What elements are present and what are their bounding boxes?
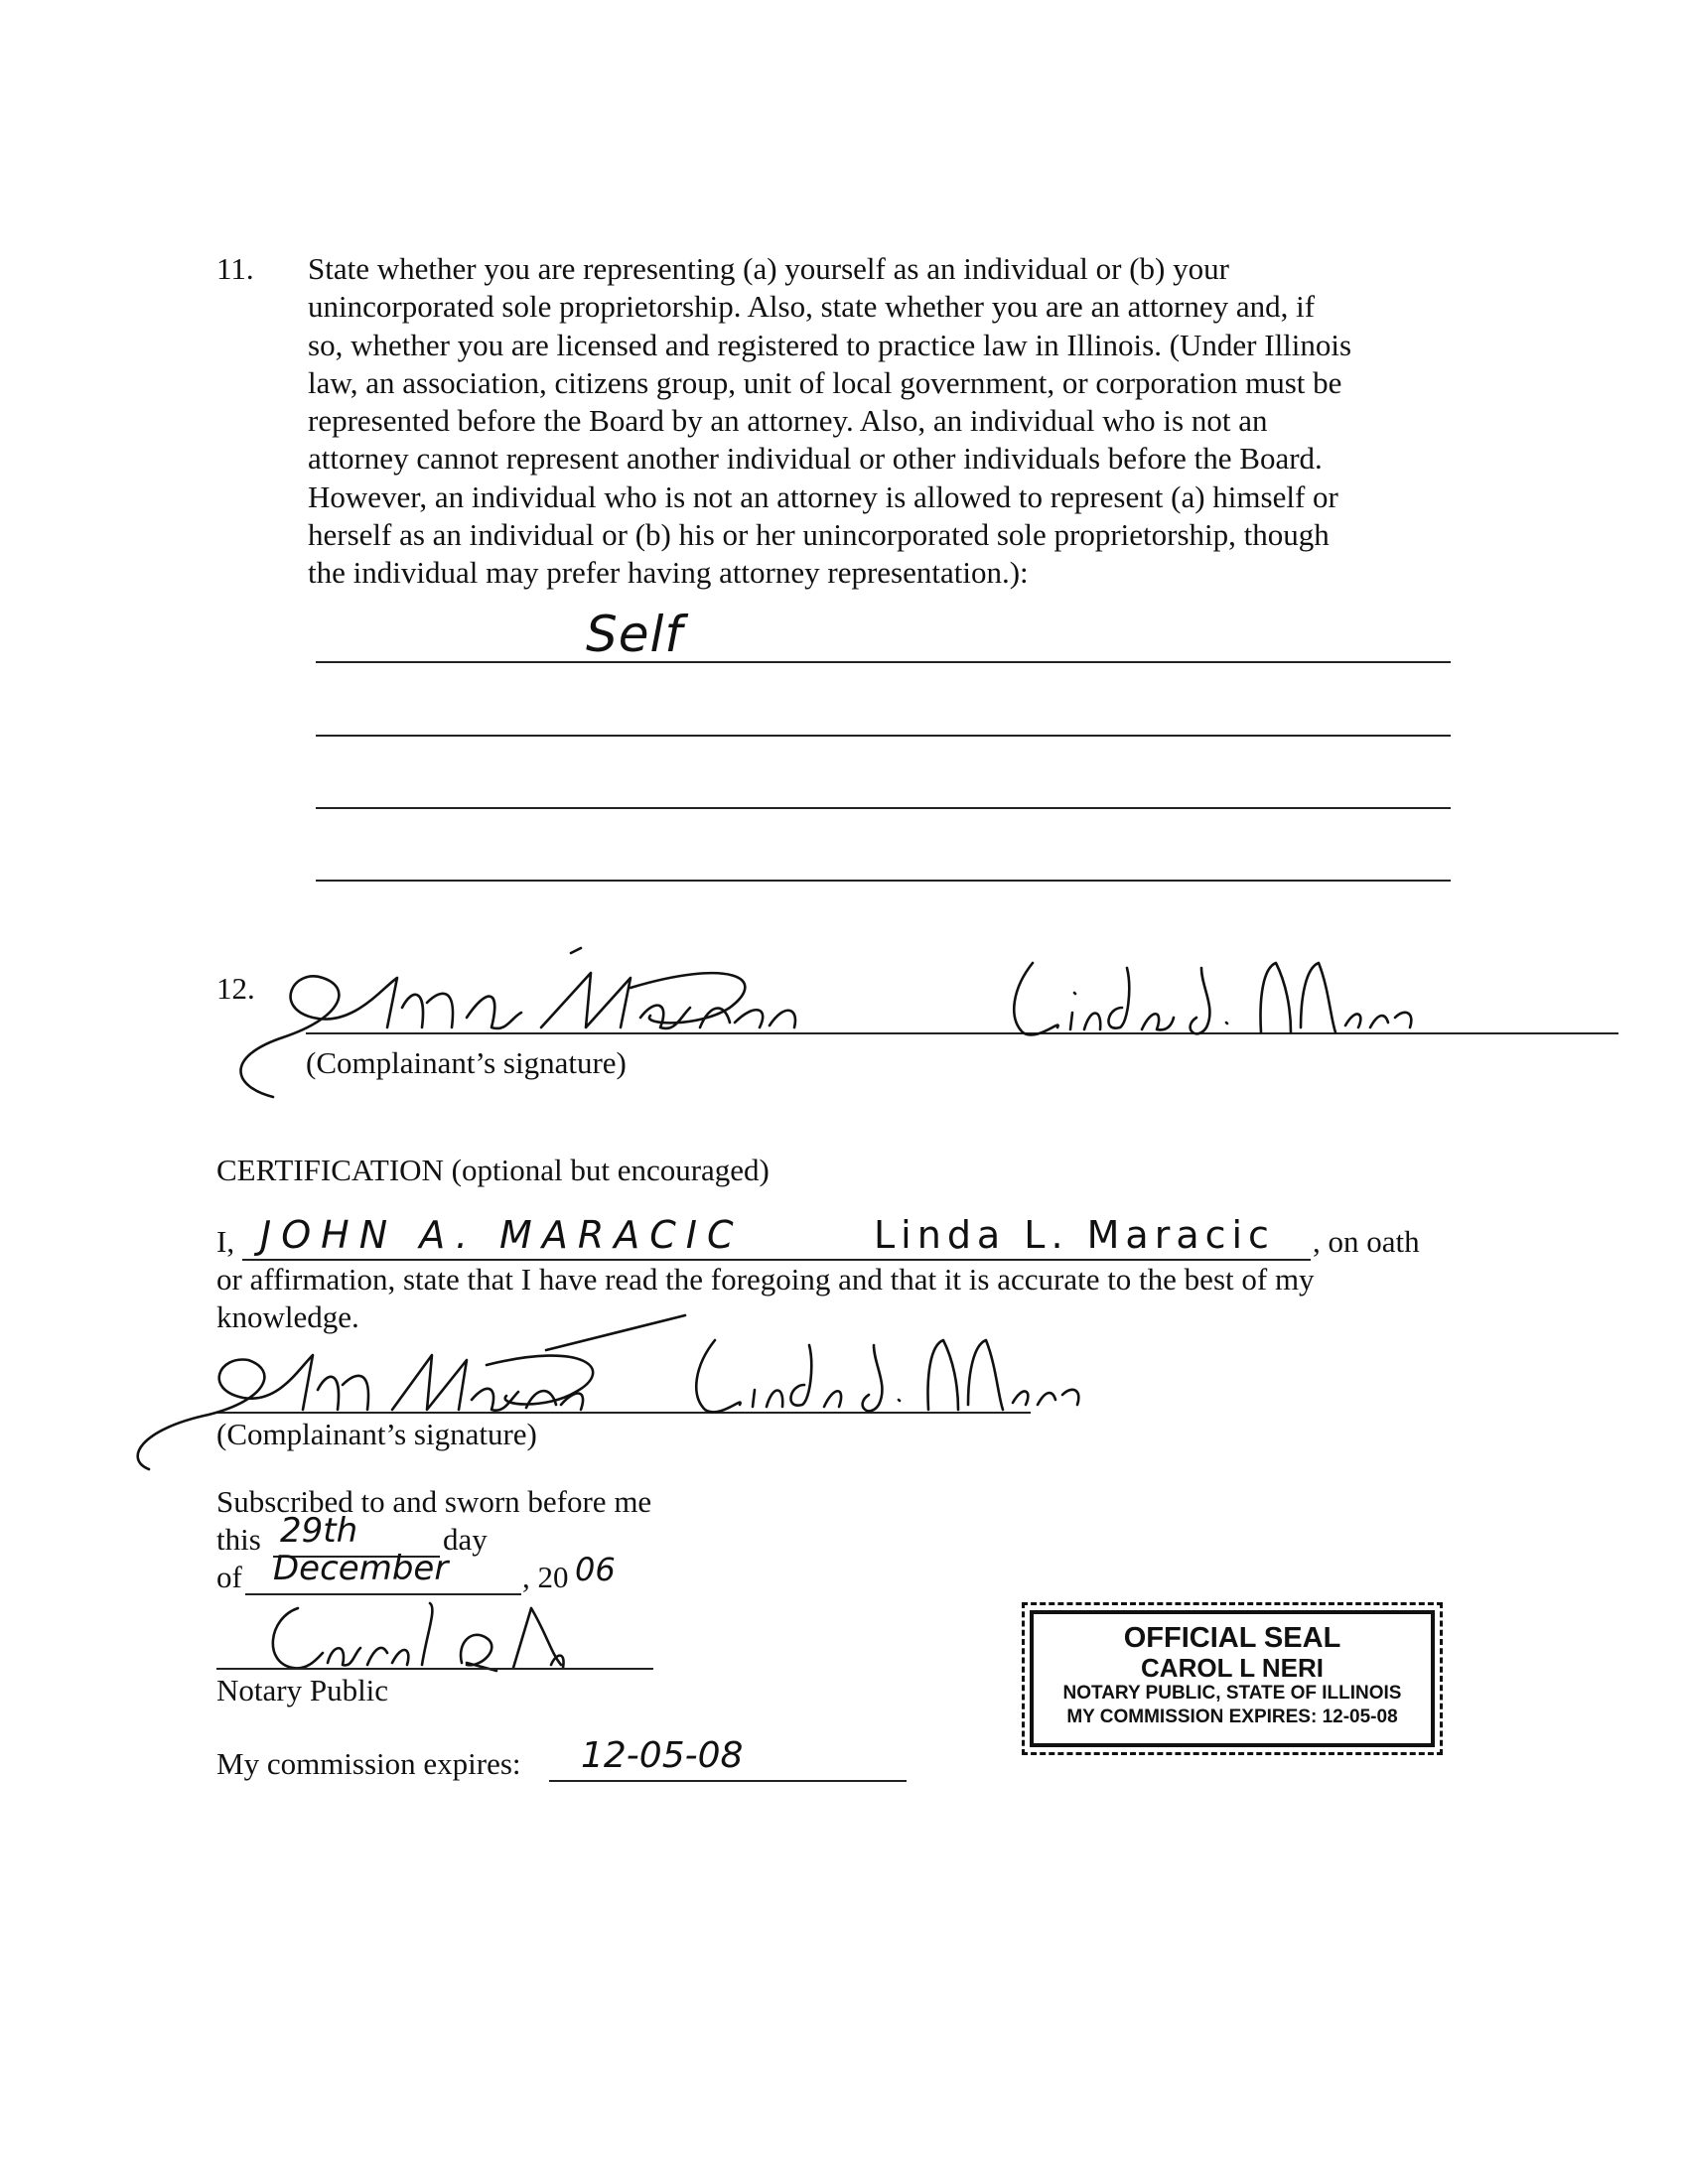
certification-name-linda-handwritten: Linda L. Maracic: [874, 1213, 1275, 1257]
question-11-line: State whether you are representing (a) yourself as an individual or (b) your: [308, 251, 1229, 286]
question-11-line: herself as an individual or (b) his or her unincorporated sole proprietorship, though: [308, 517, 1330, 553]
question-11-line: law, an association, citizens group, unit of local government, or corporation must be: [308, 364, 1342, 400]
official-seal-stamp: [1030, 1610, 1435, 1747]
seal-name: CAROL L NERI: [1141, 1653, 1324, 1683]
certification-line-3: knowledge.: [216, 1299, 359, 1334]
seal-notary-state: NOTARY PUBLIC, STATE OF ILLINOIS: [1062, 1683, 1402, 1704]
answer-self-handwritten: Self: [586, 606, 683, 663]
seal-commission: MY COMMISSION EXPIRES: 12-05-08: [1066, 1706, 1398, 1727]
answer-line-3: [316, 807, 1451, 809]
complainant-signature-label: (Complainant’s signature): [306, 1045, 627, 1080]
john-maracic-signature-1: [213, 948, 809, 1127]
answer-line-4: [316, 880, 1451, 882]
certification-line-2: or affirmation, state that I have read the foregoing and that it is accurate to the best of my: [216, 1262, 1315, 1297]
question-12-number: 12.: [216, 971, 255, 1006]
notary-subscribed: Subscribed to and sworn before me: [216, 1484, 652, 1519]
linda-maracic-signature-2: [685, 1325, 1102, 1434]
question-11-line: unincorporated sole proprietorship. Also, state whether you are an attorney and, if: [308, 289, 1316, 325]
question-11-line: so, whether you are licensed and registered to practice law in Illinois. (Under Illinois: [308, 327, 1352, 362]
question-11-line: However, an individual who is not an attorney is allowed to represent (a) himself or: [308, 478, 1338, 514]
notary-carol-neri-signature: [253, 1593, 571, 1678]
john-maracic-signature-2: [129, 1310, 725, 1489]
answer-line-2: [316, 735, 1451, 737]
notary-month-value: December: [273, 1549, 449, 1588]
question-11-line: represented before the Board by an attorney. Also, an individual who is not an: [308, 403, 1268, 439]
answer-line-1: [316, 661, 1451, 663]
seal-title: OFFICIAL SEAL: [1123, 1622, 1341, 1654]
notary-day-label: day: [443, 1522, 488, 1557]
question-11-number: 11.: [216, 251, 254, 286]
commission-line: [549, 1780, 907, 1782]
certification-name-john-handwritten: JOHN A. MARACIC: [260, 1213, 744, 1257]
question-11-line: the individual may prefer having attorney representation.):: [308, 555, 1029, 591]
commission-label: My commission expires:: [216, 1746, 521, 1781]
question-11-text: [308, 250, 1479, 593]
notary-of-label: of: [216, 1560, 242, 1594]
notary-signature-line: [216, 1668, 653, 1670]
notary-public-label: Notary Public: [216, 1673, 389, 1707]
certification-prefix: I,: [216, 1224, 235, 1259]
notary-day-value: 29th: [280, 1511, 358, 1551]
notary-this-label: this: [216, 1522, 261, 1557]
certification-signature-label: (Complainant’s signature): [216, 1417, 537, 1451]
notary-year-value: 06: [575, 1551, 616, 1588]
certification-heading: CERTIFICATION (optional but encouraged): [216, 1153, 770, 1187]
certification-suffix: , on oath: [1313, 1224, 1420, 1259]
question-11-line: attorney cannot represent another individual or other individuals before the Board.: [308, 441, 1323, 477]
commission-value: 12-05-08: [581, 1735, 744, 1776]
linda-maracic-signature-1: [1003, 948, 1420, 1057]
notary-year-prefix: , 20: [522, 1560, 569, 1594]
